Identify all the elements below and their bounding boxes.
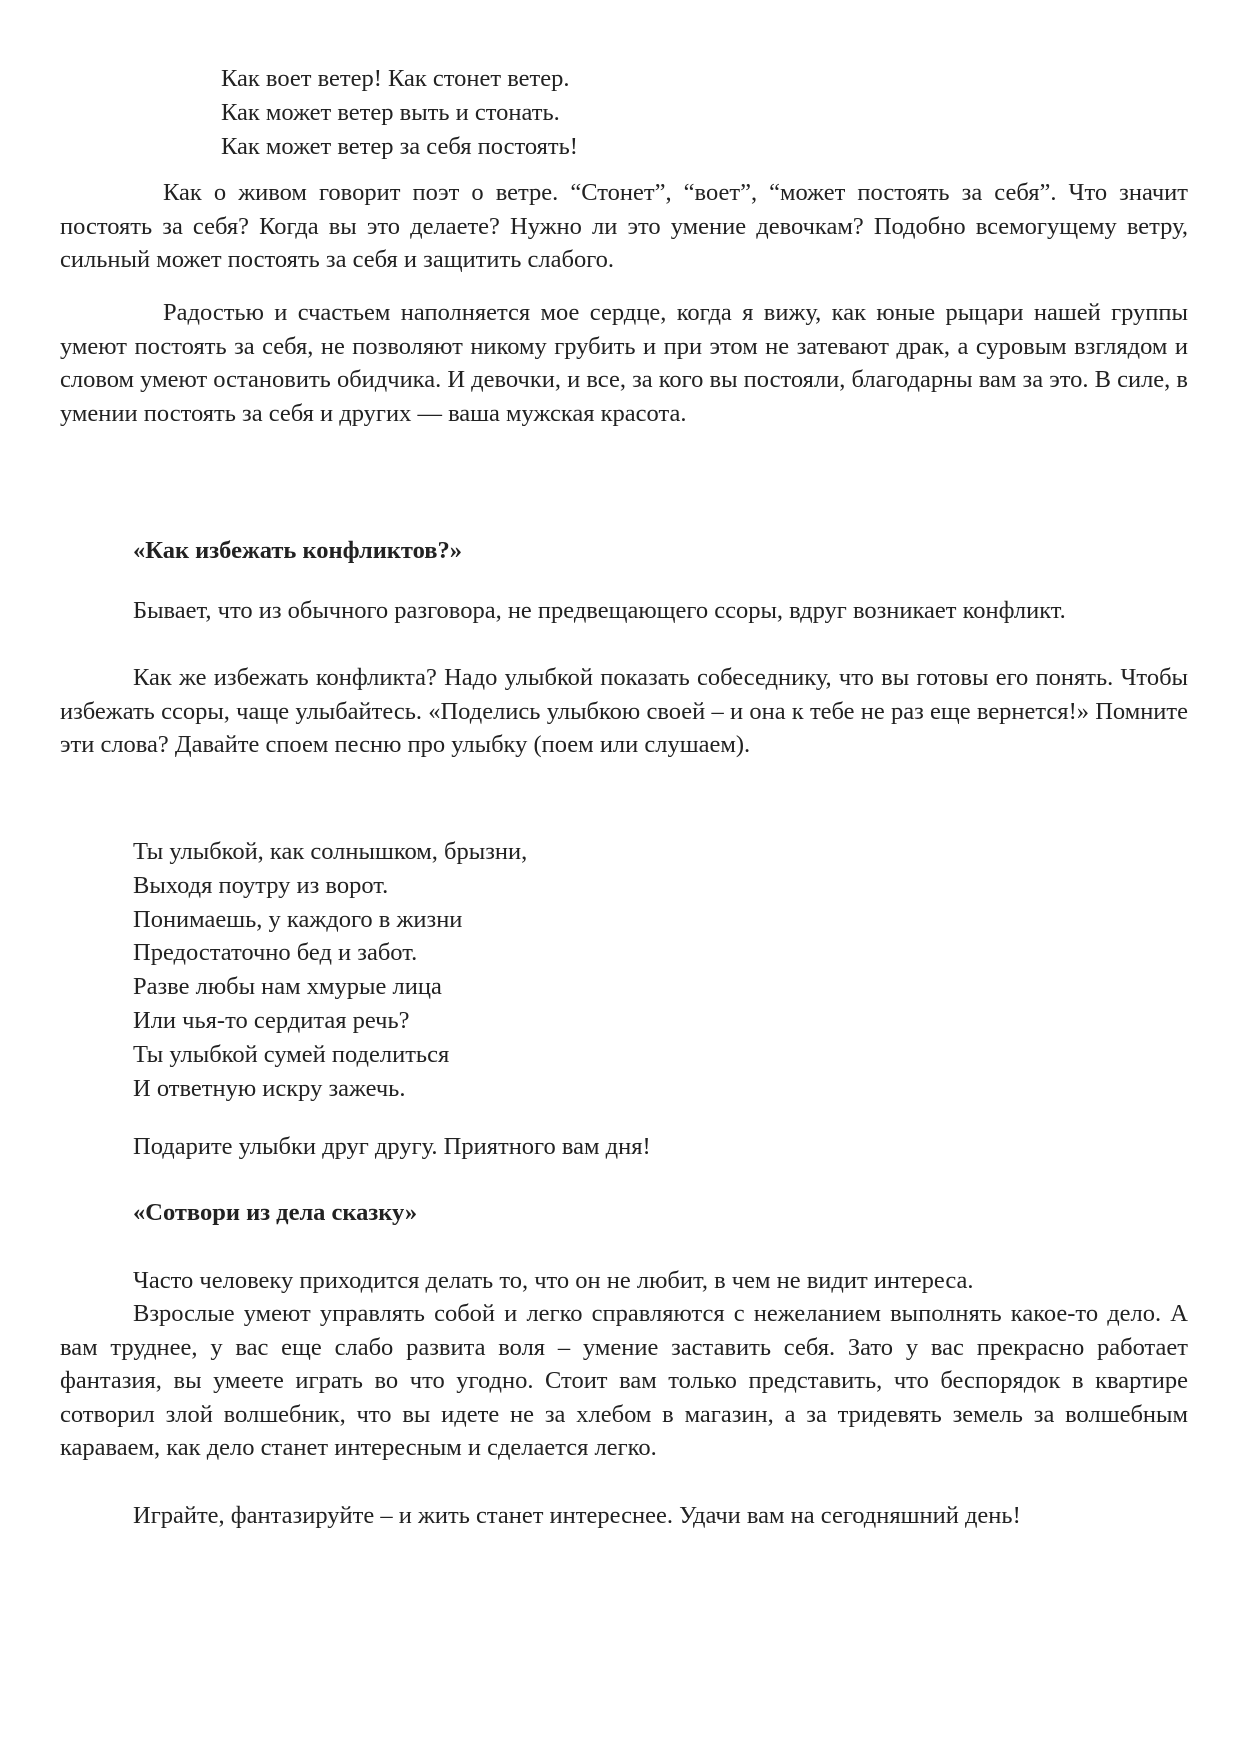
poem-line: Как воет ветер! Как стонет ветер. <box>221 65 570 92</box>
poem-line: Ты улыбкой, как солнышком, брызни, <box>133 838 528 865</box>
poem-line: Разве любы нам хмурые лица <box>133 973 442 1001</box>
smile-song-poem <box>133 835 527 1105</box>
paragraph: Играйте, фантазируйте – и жить станет интереснее. Удачи вам на сегодняшний день! <box>133 1502 1021 1529</box>
paragraph: Радостью и счастьем наполняется мое сердце, когда я вижу, как юные рыцари нашей группы умеют постоять за себя, не позволяют никому грубить и при этом не затевают драк, а суровым взглядом и словом умеют остановить обидчика. И девочки, и все, за кого вы постояли, благодарны вам за это. В силе, в умении постоять за себя и других — ваша мужская красота. <box>60 299 1188 427</box>
paragraph: Как же избежать конфликта? Надо улыбкой показать собеседнику, что вы готовы его понять. Чтобы избежать ссоры, чаще улыбайтесь. «Поделись улыбкою своей – и она к тебе не раз еще вернется!» Помните эти слова? Давайте споем песню про улыбку (поем или слушаем). <box>60 664 1188 758</box>
section-heading-conflicts: «Как избежать конфликтов?» <box>133 537 463 564</box>
paragraph: Взрослые умеют управлять собой и легко справляются с нежеланием выполнять какое-то дело. А вам труднее, у вас еще слабо развита воля – умение заставить себя. Зато у вас прекрасно работает фантазия, вы умеете играть во что угодно. Стоит вам только представить, что беспорядок в квартире сотворил злой волшебник, что вы идете не за хлебом в магазин, а за тридевять земель за волшебным караваем, как дело станет интересным и сделается легко. <box>60 1300 1188 1461</box>
section-heading-fairytale: «Сотвори из дела сказку» <box>133 1199 418 1226</box>
poem-line: Выходя поутру из ворот. <box>133 871 389 899</box>
paragraph: Как о живом говорит поэт о ветре. “Стонет”, “воет”, “может постоять за себя”. Что значит постоять за себя? Когда вы это делаете? Нужно ли это умение девочкам? Подобно всемогущему ветру, сильный может постоять за себя и защитить слабого. <box>60 179 1188 273</box>
paragraph: Бывает, что из обычного разговора, не предвещающего ссоры, вдруг возникает конфликт. <box>133 597 1066 624</box>
poem-line: Как может ветер выть и стонать. <box>221 99 560 126</box>
closing-line: Подарите улыбки друг другу. Приятного вам дня! <box>133 1133 651 1160</box>
poem-line: Ты улыбкой сумей поделиться <box>133 1040 450 1068</box>
poem-line: Понимаешь, у каждого в жизни <box>133 905 463 933</box>
poem-line: Предостаточно бед и забот. <box>133 939 418 967</box>
poem-line: Как может ветер за себя постоять! <box>221 133 578 160</box>
paragraph: Часто человеку приходится делать то, что он не любит, в чем не видит интереса. <box>133 1267 974 1294</box>
poem-line: Или чья-то сердитая речь? <box>133 1006 410 1034</box>
wind-poem <box>221 62 578 164</box>
poem-line: И ответную искру зажечь. <box>133 1074 406 1102</box>
